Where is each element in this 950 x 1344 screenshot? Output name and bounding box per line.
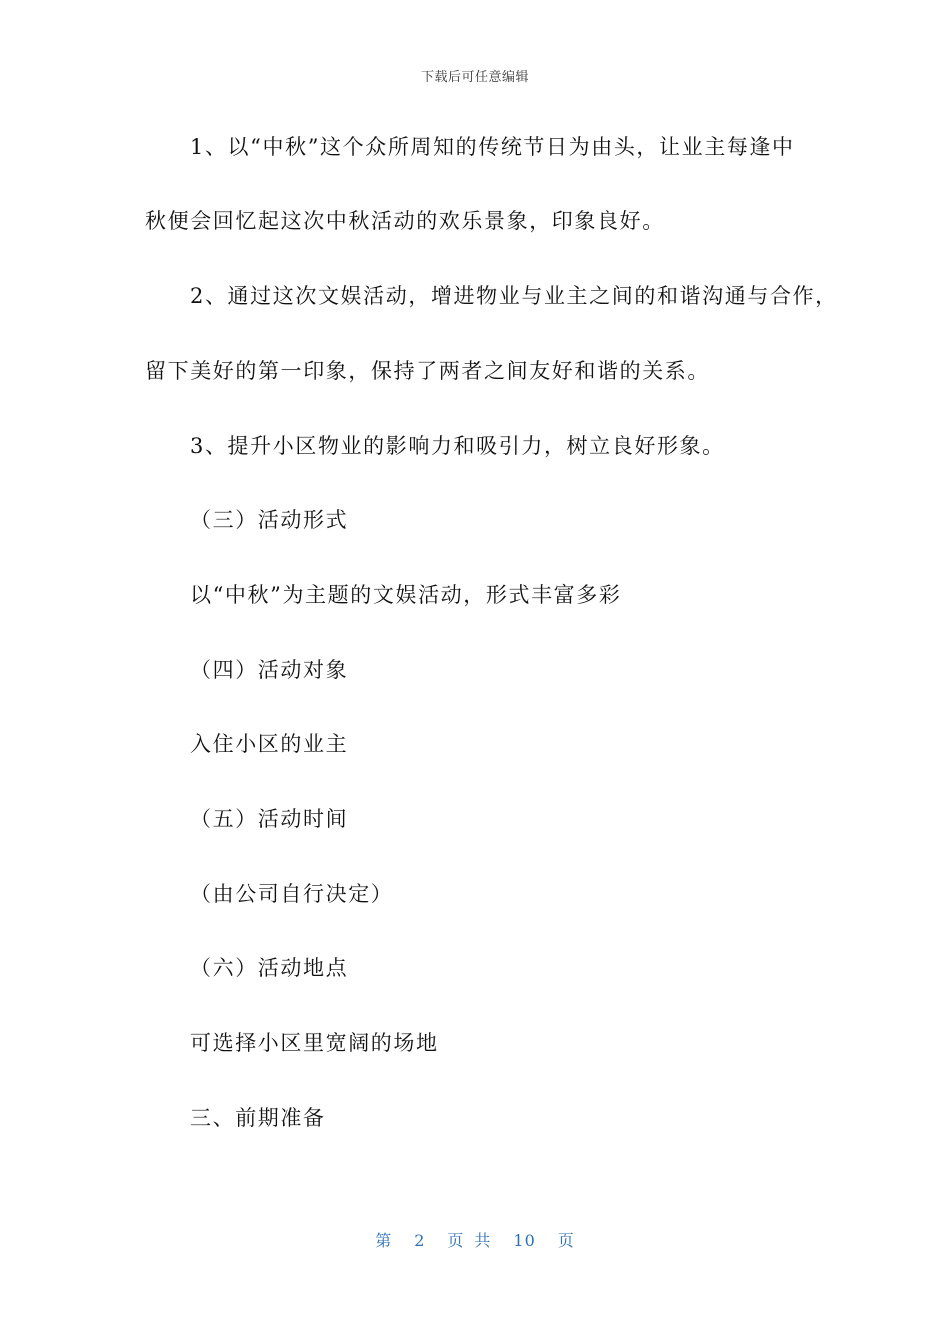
heading-activity-form: （三）活动形式 [190, 508, 349, 532]
paragraph-1-line-1: 1、以“中秋”这个众所周知的传统节日为由头，让业主每逢中 [190, 135, 795, 159]
footer-di: 第 [375, 1231, 393, 1250]
heading-activity-target: （四）活动对象 [190, 658, 349, 682]
heading-activity-time: （五）活动时间 [190, 807, 349, 831]
page-footer [0, 1228, 950, 1251]
activity-form-text: 以“中秋”为主题的文娱活动，形式丰富多彩 [190, 583, 622, 607]
footer-gong: 共 [474, 1231, 492, 1250]
activity-target-text: 入住小区的业主 [190, 732, 349, 756]
header-note: 下载后可任意编辑 [420, 70, 529, 85]
footer-total-pages: 10 [513, 1231, 536, 1250]
activity-place-text: 可选择小区里宽阔的场地 [190, 1031, 439, 1055]
footer-ye-2: 页 [557, 1231, 575, 1250]
heading-activity-place: （六）活动地点 [190, 956, 349, 980]
paragraph-2-line-1: 2、通过这次文娱活动，增进物业与业主之间的和谐沟通与合作， [190, 284, 838, 308]
paragraph-2-line-2: 留下美好的第一印象，保持了两者之间友好和谐的关系。 [145, 359, 710, 383]
paragraph-3: 3、提升小区物业的影响力和吸引力，树立良好形象。 [190, 434, 725, 458]
heading-preparation: 三、前期准备 [190, 1106, 326, 1130]
paragraph-1-line-2: 秋便会回忆起这次中秋活动的欢乐景象，印象良好。 [145, 209, 665, 233]
footer-ye: 页 [447, 1231, 465, 1250]
footer-page-number: 2 [414, 1231, 426, 1250]
activity-time-text: （由公司自行决定） [190, 882, 394, 906]
